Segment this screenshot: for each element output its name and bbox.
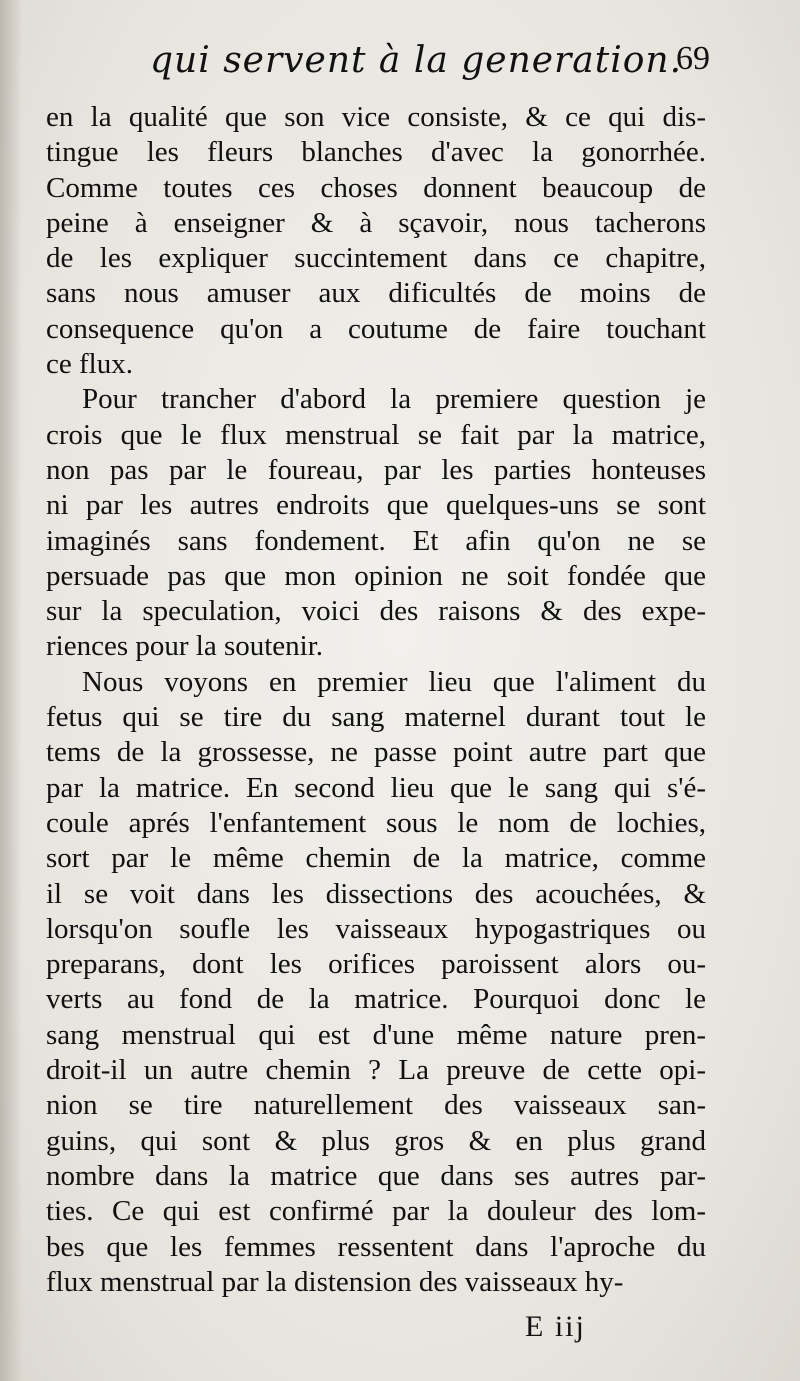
text-line: coule aprés l'enfantement sous le nom de lochies, bbox=[46, 806, 706, 839]
text-line: sang menstrual qui est d'une même nature pren- bbox=[46, 1018, 706, 1051]
text-line: verts au fond de la matrice. Pourquoi donc le bbox=[46, 983, 706, 1016]
text-line: sur la speculation, voici des raisons & des expe- bbox=[46, 595, 706, 628]
text-line: tems de la grossesse, ne passe point autre part que bbox=[46, 736, 706, 769]
text-line: peine à enseigner & à sçavoir, nous tacherons bbox=[46, 206, 706, 239]
text-line: Comme toutes ces choses donnent beaucoup de bbox=[46, 171, 706, 204]
text-line: par la matrice. En second lieu que le sang qui s'é- bbox=[46, 771, 706, 804]
page-header bbox=[150, 40, 710, 100]
paragraph bbox=[46, 382, 706, 664]
text-line: sort par le même chemin de la matrice, comme bbox=[46, 842, 706, 875]
page-gutter-shadow bbox=[0, 0, 22, 1381]
text-line: nion se tire naturellement des vaisseaux san- bbox=[46, 1089, 706, 1122]
text-line: sans nous amuser aux dificultés de moins de bbox=[46, 277, 706, 310]
text-line: ties. Ce qui est confirmé par la douleur des lom- bbox=[46, 1195, 706, 1228]
text-line: droit-il un autre chemin ? La preuve de cette opi- bbox=[46, 1054, 706, 1087]
text-line: Nous voyons en premier lieu que l'aliment du bbox=[82, 665, 706, 698]
text-line: il se voit dans les dissections des acouchées, & bbox=[46, 877, 706, 910]
text-line: Pour trancher d'abord la premiere question je bbox=[82, 383, 706, 416]
text-line: tingue les fleurs blanches d'avec la gonorrhée. bbox=[46, 136, 706, 169]
text-line: guins, qui sont & plus gros & en plus grand bbox=[46, 1124, 706, 1157]
text-line: consequence qu'on a coutume de faire touchant bbox=[46, 312, 706, 345]
text-line: ce flux. bbox=[46, 348, 133, 381]
paragraph bbox=[46, 665, 706, 1300]
text-line: flux menstrual par la distension des vaisseaux hy- bbox=[46, 1265, 624, 1298]
signature-mark: E iij bbox=[525, 1310, 586, 1343]
text-line: lorsqu'on soufle les vaisseaux hypogastriques ou bbox=[46, 912, 706, 945]
text-line: crois que le flux menstrual se fait par la matrice, bbox=[46, 418, 706, 451]
text-line: nombre dans la matrice que dans ses autres par- bbox=[46, 1159, 706, 1192]
paragraph bbox=[46, 100, 706, 382]
text-line: ni par les autres endroits que quelques-uns se sont bbox=[46, 489, 706, 522]
text-line: riences pour la soutenir. bbox=[46, 630, 324, 663]
running-head: qui servent à la generation. bbox=[150, 40, 683, 81]
page-number: 69 bbox=[676, 40, 710, 77]
text-line: en la qualité que son vice consiste, & ce qui dis- bbox=[46, 101, 706, 133]
text-line: de les expliquer succintement dans ce chapitre, bbox=[46, 242, 706, 275]
text-line: imaginés sans fondement. Et afin qu'on ne se bbox=[46, 524, 706, 557]
text-line: bes que les femmes ressentent dans l'aproche du bbox=[46, 1230, 706, 1263]
body-text bbox=[46, 100, 706, 1300]
text-line: fetus qui se tire du sang maternel durant tout le bbox=[46, 701, 706, 734]
text-line: persuade pas que mon opinion ne soit fondée que bbox=[46, 559, 706, 592]
text-line: non pas par le foureau, par les parties honteuses bbox=[46, 453, 706, 486]
text-line: preparans, dont les orifices paroissent alors ou- bbox=[46, 948, 706, 981]
